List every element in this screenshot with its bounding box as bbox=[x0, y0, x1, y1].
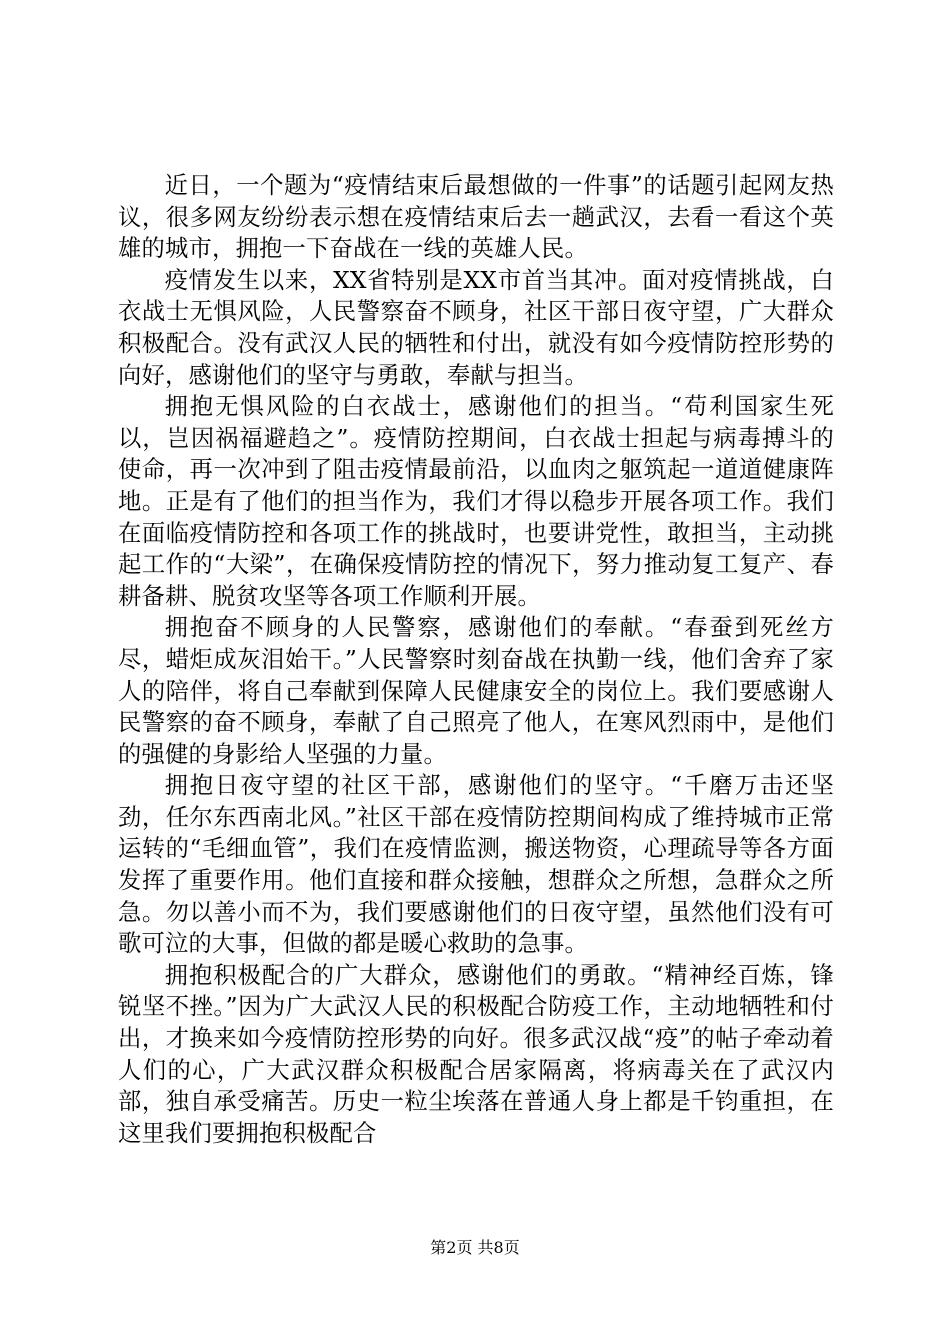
page-number-footer: 第2页 共8页 bbox=[430, 1238, 520, 1257]
paragraph-6: 拥抱积极配合的广大群众，感谢他们的勇敢。“精神经百炼，锋锐坚不挫。”因为广大武汉人民的积极配合防疫工作，主动地牺牲和付出，才换来如今疫情防控形势的向好。很多武汉战“疫”的帖子牵动着人们的心，广大武汉群众积极配合居家隔离，将病毒关在了武汉内部，独自承受痛苦。历史一粒尘埃落在普通人身上都是千钧重担，在这里我们要拥抱积极配合 bbox=[118, 961, 834, 1147]
paragraph-3: 拥抱无惧风险的白衣战士，感谢他们的担当。“苟利国家生死以，岂因祸福避趋之”。疫情防控期间，白衣战士担起与病毒搏斗的使命，再一次冲到了阻击疫情最前沿，以血肉之躯筑起一道道健康阵地。正是有了他们的担当作为，我们才得以稳步开展各项工作。我们在面临疫情防控和各项工作的挑战时，也要讲党性，敢担当，主动挑起工作的“大梁”，在确保疫情防控的情况下，努力推动复工复产、春耕备耕、脱贫攻坚等各项工作顺利开展。 bbox=[118, 393, 834, 610]
paragraph-1: 近日，一个题为“疫情结束后最想做的一件事”的话题引起网友热议，很多网友纷纷表示想在疫情结束后去一趟武汉，去看一看这个英雄的城市，拥抱一下奋战在一线的英雄人民。 bbox=[118, 172, 834, 263]
paragraph-5: 拥抱日夜守望的社区干部，感谢他们的坚守。“千磨万击还坚劲，任尔东西南北风。”社区干部在疫情防控期间构成了维持城市正常运转的“毛细血管”，我们在疫情监测，搬送物资，心理疏导等各方面发挥了重要作用。他们直接和群众接触，想群众之所想，急群众之所急。勿以善小而不为，我们要感谢他们的日夜守望，虽然他们没有可歌可泣的大事，但做的都是暖心救助的急事。 bbox=[118, 772, 834, 958]
paragraph-2: 疫情发生以来，XX省特别是XX市首当其冲。面对疫情挑战，白衣战士无惧风险，人民警察奋不顾身，社区干部日夜守望，广大群众积极配合。没有武汉人民的牺牲和付出，就没有如今疫情防控形势的向好，感谢他们的坚守与勇敢，奉献与担当。 bbox=[118, 266, 834, 389]
document-body bbox=[118, 170, 834, 1149]
paragraph-4: 拥抱奋不顾身的人民警察，感谢他们的奉献。“春蚕到死丝方尽，蜡炬成灰泪始干。”人民警察时刻奋战在执勤一线，他们舍弃了家人的陪伴，将自己奉献到保障人民健康安全的岗位上。我们要感谢人民警察的奋不顾身，奉献了自己照亮了他人，在寒风烈雨中，是他们的强健的身影给人坚强的力量。 bbox=[118, 614, 834, 768]
